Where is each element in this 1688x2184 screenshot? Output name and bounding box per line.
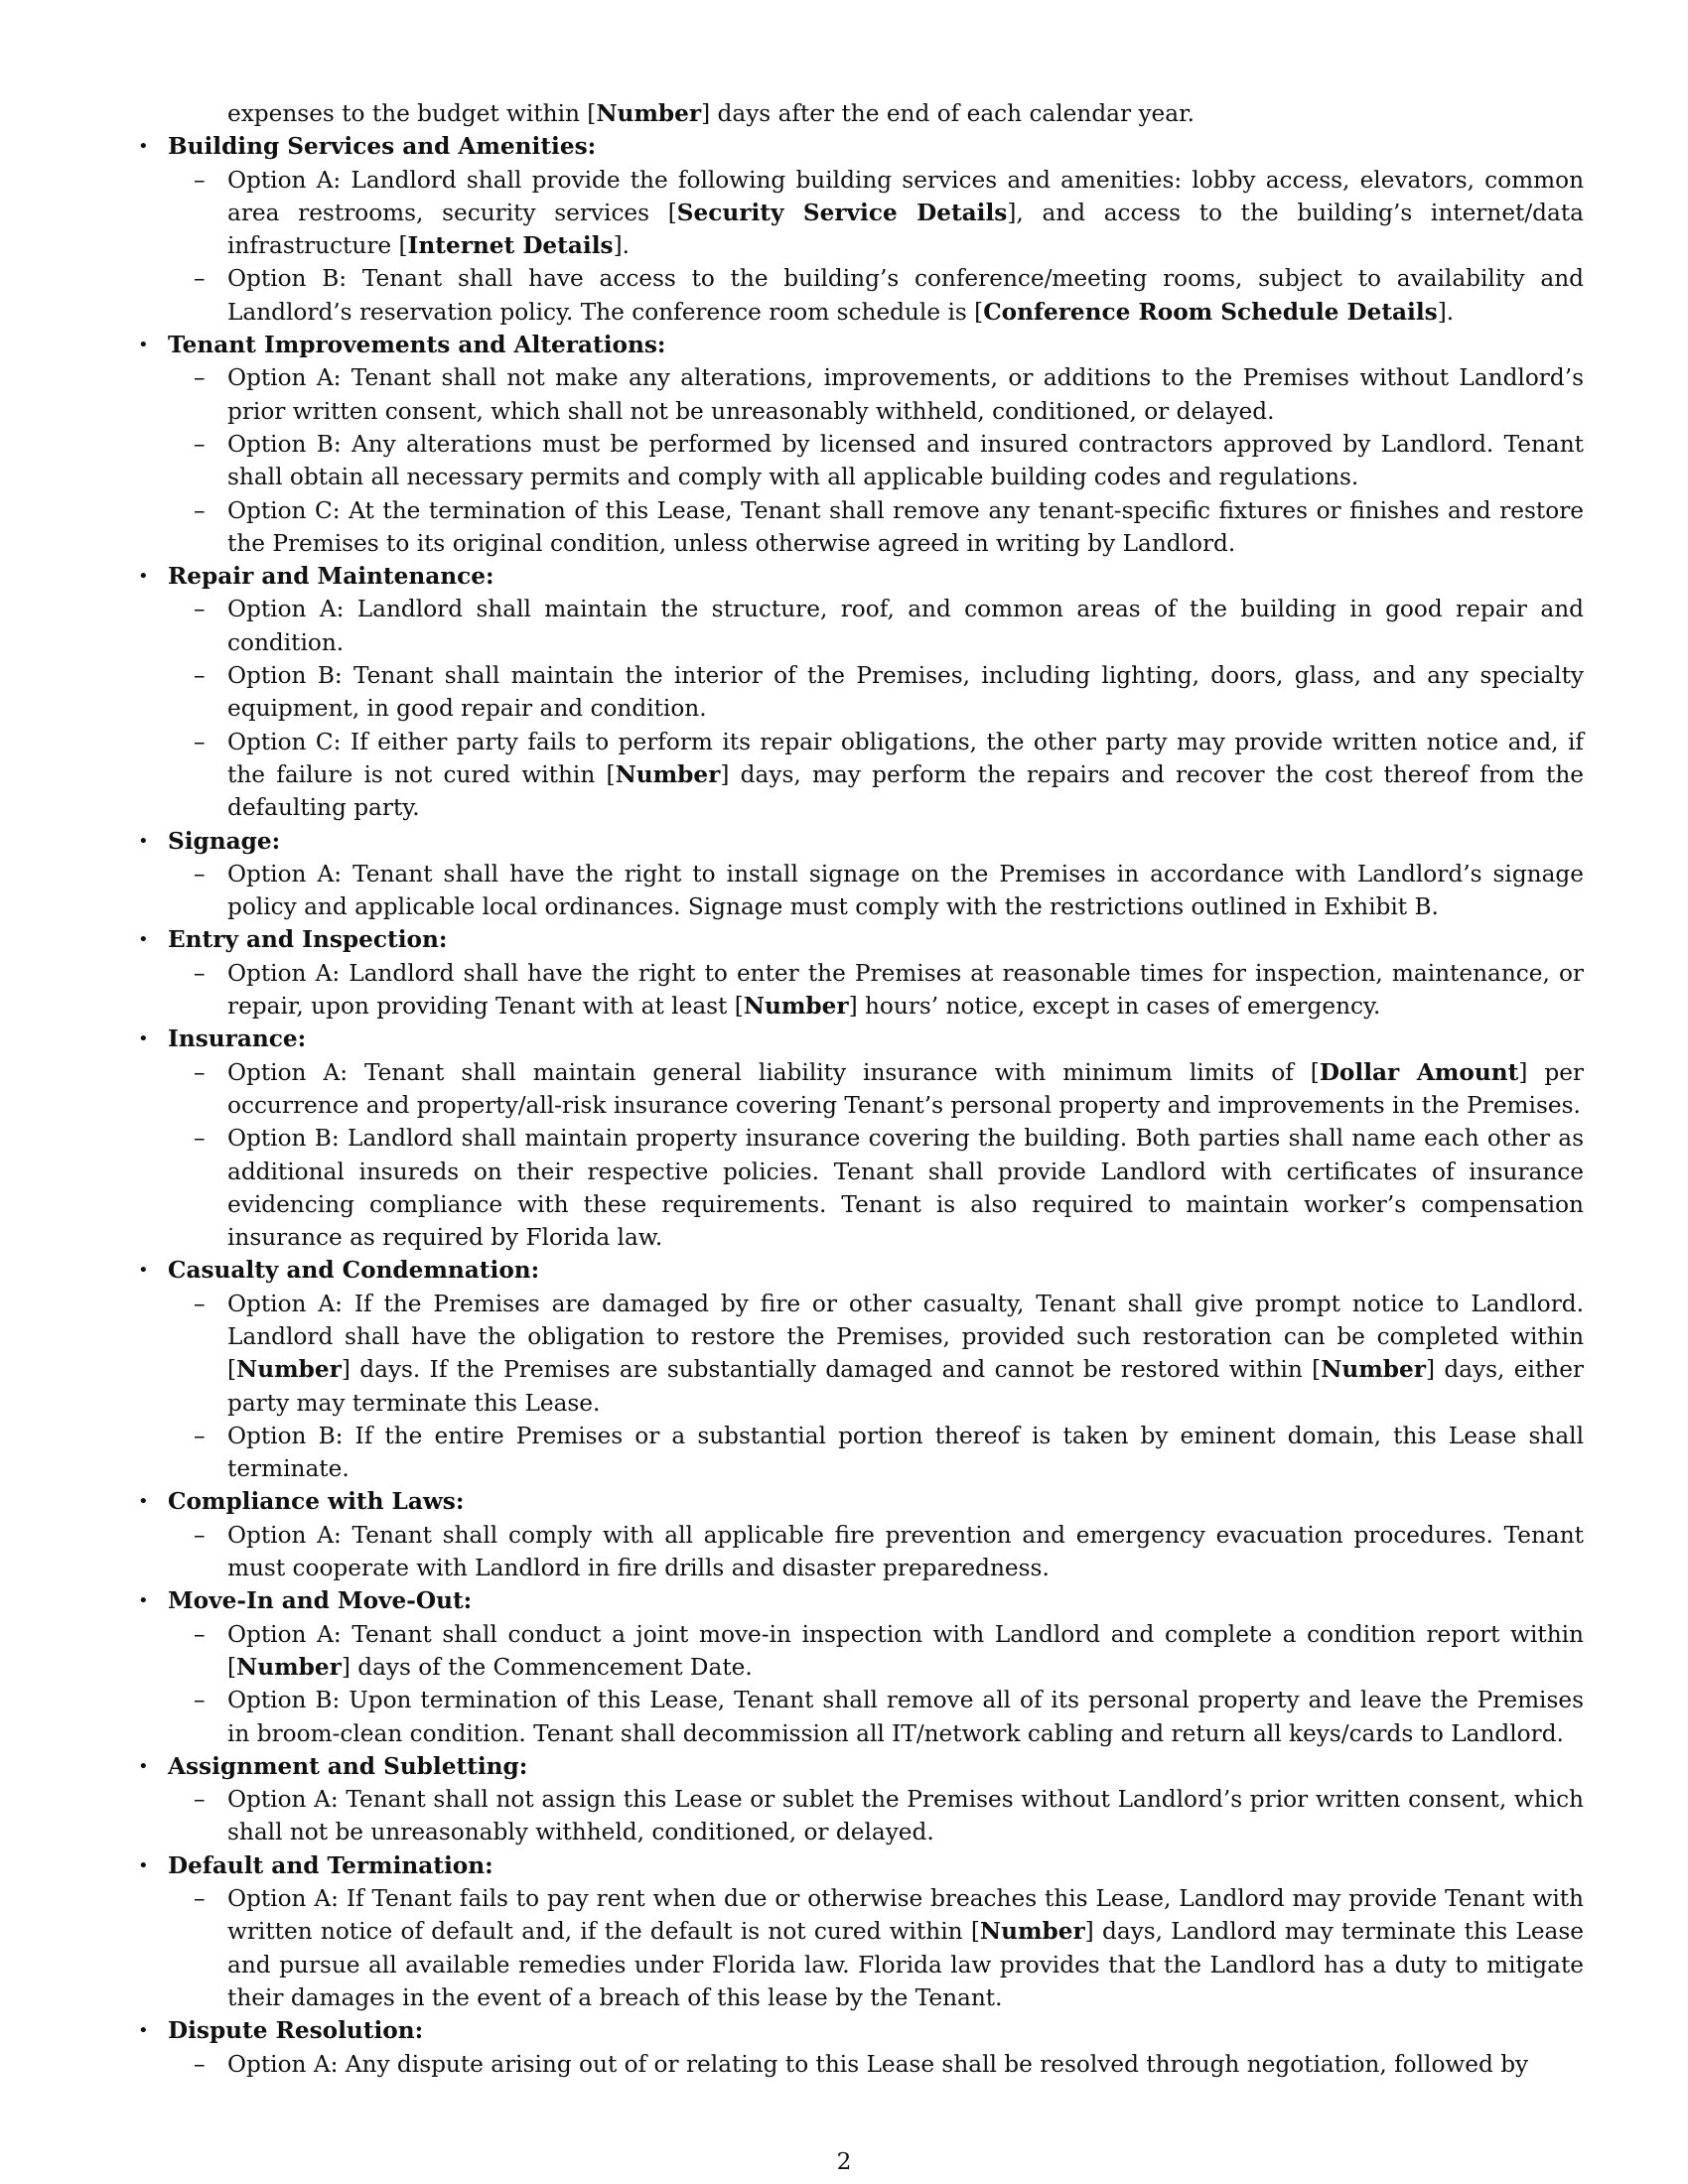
section <box>136 1485 1584 1584</box>
placeholder-field: Number <box>979 1918 1085 1946</box>
dash-icon: – <box>194 1422 206 1449</box>
intro-bracket-open: [ <box>587 100 597 127</box>
bullet-icon: • <box>138 1491 149 1513</box>
option-item <box>168 593 1584 659</box>
section <box>136 923 1584 1023</box>
option-text: ]. <box>1437 298 1455 326</box>
option-item <box>168 428 1584 494</box>
section-heading: Entry and Inspection: <box>168 926 448 954</box>
dash-icon: – <box>194 662 206 690</box>
dash-icon: – <box>194 1058 206 1086</box>
dash-icon: – <box>194 596 206 623</box>
bullet-icon: • <box>138 566 149 588</box>
dash-icon: – <box>194 728 206 755</box>
option-text: Option A: Landlord shall maintain the structure, roof, and common areas of the building in good repair and condition. <box>227 596 1584 656</box>
dash-icon: – <box>194 1786 206 1814</box>
intro-placeholder: Number <box>596 100 702 127</box>
section <box>136 1023 1584 1254</box>
section-heading: Compliance with Laws: <box>168 1488 465 1516</box>
dash-icon: – <box>194 166 206 194</box>
option-text: Option A: Landlord shall provide the following building services and amenities: lobby access, elevators, common area restrooms, security services [ <box>227 166 1584 226</box>
option-item <box>168 957 1584 1024</box>
bullet-icon: • <box>138 335 149 356</box>
section-heading: Default and Termination: <box>168 1851 493 1879</box>
option-text: Option A: Landlord shall have the right to enter the Premises at reasonable times for inspection, maintenance, or repair, upon providing Tenant with at least [ <box>227 959 1584 1021</box>
option-text: Option A: Tenant shall maintain general liability insurance with minimum limits of [ <box>227 1058 1320 1086</box>
section <box>136 1849 1584 2014</box>
option-text: Option B: Landlord shall maintain property insurance covering the building. Both parties shall name each other as additional insureds on their respective policies. Tenant shall provide Landlord with certificates of insurance evidencing compliance with these requirements. Tenant is also required to maintain worker’s compensation insurance as required by Florida law. <box>227 1125 1584 1252</box>
dash-icon: – <box>194 496 206 524</box>
option-item <box>168 1420 1584 1486</box>
option-text: Option B: Tenant shall have access to the building’s conference/meeting rooms, subject to availability and Landlord’s reservation policy. The conference room schedule is [ <box>227 265 1584 326</box>
intro-text-after: days after the end of each calendar year. <box>710 100 1196 127</box>
bullet-icon: • <box>138 830 149 852</box>
placeholder-field: Security Service Details <box>676 199 1008 226</box>
dash-icon: – <box>194 1885 206 1913</box>
option-text: Option B: If the entire Premises or a substantial portion thereof is taken by eminent domain, this Lease shall terminate. <box>227 1422 1584 1483</box>
section <box>136 2014 1584 2081</box>
option-text: Option B: Upon termination of this Lease, Tenant shall remove all of its personal property and leave the Premises in broom-clean condition. Tenant shall decommission all IT/network cabling and return all keys/cards to Landlord. <box>227 1687 1584 1747</box>
option-text: ]. <box>613 232 631 260</box>
option-text: Option C: If either party fails to perform its repair obligations, the other party may provide written notice and, if the failure is not cured within [ <box>227 728 1584 788</box>
option-item <box>168 1783 1584 1849</box>
option-item <box>168 1618 1584 1685</box>
document-body <box>136 97 1584 2081</box>
dash-icon: – <box>194 1290 206 1317</box>
dash-icon: – <box>194 1521 206 1549</box>
option-item <box>168 1056 1584 1123</box>
option-text: ] per occurrence and property/all-risk insurance covering Tenant’s personal property and improvements in the Premises. <box>227 1058 1585 1119</box>
section-heading: Insurance: <box>168 1025 307 1053</box>
option-text: ] days. If the Premises are substantially damaged and cannot be restored within [ <box>341 1356 1322 1384</box>
option-text: Option A: Tenant shall have the right to install signage on the Premises in accordance with Landlord’s signage policy and applicable local ordinances. Signage must comply with the restrictions outlined in Exhibit B. <box>227 860 1584 921</box>
option-text: ] days, Landlord may terminate this Lease and pursue all available remedies under Florida law. Florida law provides that the Landlord has a duty to mitigate their damages in the event of a breach of this lease by the Tenant. <box>227 1918 1584 2011</box>
section <box>136 825 1584 924</box>
option-text: Option B: Tenant shall maintain the interior of the Premises, including lighting, doors, glass, and any specialty equipment, in good repair and condition. <box>227 662 1584 723</box>
section-heading: Move-In and Move-Out: <box>168 1587 473 1615</box>
section-heading: Repair and Maintenance: <box>168 563 494 591</box>
dash-icon: – <box>194 2050 206 2078</box>
section-heading: Assignment and Subletting: <box>168 1752 528 1780</box>
option-text: ], and access to the building’s internet/data infrastructure [ <box>227 199 1584 260</box>
option-text: ] days, either party may terminate this Lease. <box>227 1356 1585 1417</box>
option-text: Option A: Tenant shall comply with all applicable fire prevention and emergency evacuation procedures. Tenant must cooperate with Landlord in fire drills and disaster preparedness. <box>227 1521 1584 1582</box>
option-text: Option A: Any dispute arising out of or relating to this Lease shall be resolved through negotiation, followed by <box>227 2050 1529 2078</box>
dash-icon: – <box>194 1687 206 1714</box>
intro-bracket-close: ] <box>701 100 711 127</box>
bullet-icon: • <box>138 2020 149 2042</box>
bullet-icon: • <box>138 1755 149 1777</box>
option-item <box>168 164 1584 263</box>
dash-icon: – <box>194 860 206 887</box>
dash-icon: – <box>194 1125 206 1153</box>
section-heading: Dispute Resolution: <box>168 2017 424 2045</box>
section-heading: Signage: <box>168 827 281 855</box>
intro-text-before: expenses to the budget within <box>227 100 588 127</box>
option-text: Option A: If Tenant fails to pay rent when due or otherwise breaches this Lease, Landlord may provide Tenant with written notice of default and, if the default is not cured within [ <box>227 1885 1584 1946</box>
option-text: Option A: If the Premises are damaged by fire or other casualty, Tenant shall give prompt notice to Landlord. Landlord shall have the obligation to restore the Premises, provided such restoration can be completed within [ <box>227 1290 1584 1384</box>
placeholder-field: Number <box>236 1356 342 1384</box>
option-item <box>168 858 1584 924</box>
dash-icon: – <box>194 1620 206 1648</box>
dash-icon: – <box>194 959 206 987</box>
section <box>136 329 1584 560</box>
section <box>136 1254 1584 1485</box>
option-item <box>168 726 1584 825</box>
option-item <box>168 1519 1584 1585</box>
section-heading: Building Services and Amenities: <box>168 133 597 161</box>
placeholder-field: Number <box>1321 1356 1426 1384</box>
option-text: ] hours’ notice, except in cases of emergency. <box>848 993 1381 1021</box>
option-item <box>168 1122 1584 1254</box>
option-item <box>168 659 1584 726</box>
option-text: Option B: Any alterations must be performed by licensed and insured contractors approved by Landlord. Tenant shall obtain all necessary permits and comply with all applicable building codes and regulations. <box>227 430 1584 491</box>
option-text: ] days of the Commencement Date. <box>341 1653 753 1681</box>
option-item <box>168 2048 1584 2081</box>
option-item <box>168 262 1584 329</box>
placeholder-field: Number <box>236 1653 342 1681</box>
bullet-icon: • <box>138 1028 149 1050</box>
option-item <box>168 1684 1584 1750</box>
section <box>136 130 1584 329</box>
dash-icon: – <box>194 364 206 392</box>
dash-icon: – <box>194 430 206 458</box>
placeholder-field: Number <box>615 760 721 788</box>
page-number: 2 <box>836 2148 852 2175</box>
option-text: Option C: At the termination of this Lease, Tenant shall remove any tenant-specific fixtures or finishes and restore the Premises to its original condition, unless otherwise agreed in writing by Landlord. <box>227 496 1584 557</box>
option-item <box>168 1882 1584 2014</box>
option-text: Option A: Tenant shall not assign this Lease or sublet the Premises without Landlord’s prior written consent, which shall not be unreasonably withheld, conditioned, or delayed. <box>227 1786 1584 1846</box>
option-text: Option A: Tenant shall conduct a joint move-in inspection with Landlord and complete a condition report within [ <box>227 1620 1584 1681</box>
placeholder-field: Dollar Amount <box>1319 1058 1519 1086</box>
bullet-icon: • <box>138 1854 149 1876</box>
bullet-icon: • <box>138 1260 149 1282</box>
bullet-icon: • <box>138 1590 149 1612</box>
option-text: ] days, may perform the repairs and recover the cost thereof from the defaulting party. <box>227 760 1584 822</box>
section <box>136 1584 1584 1749</box>
placeholder-field: Number <box>743 993 849 1021</box>
option-text: Option A: Tenant shall not make any alterations, improvements, or additions to the Premises without Landlord’s prior written consent, which shall not be unreasonably withheld, conditioned, or delayed. <box>227 364 1584 425</box>
section-heading: Tenant Improvements and Alterations: <box>168 332 666 359</box>
option-item <box>168 494 1584 561</box>
section <box>136 560 1584 824</box>
section <box>136 1750 1584 1849</box>
bullet-icon: • <box>138 136 149 158</box>
dash-icon: – <box>194 265 206 293</box>
continued-paragraph <box>227 97 1584 130</box>
option-item <box>168 1288 1584 1420</box>
placeholder-field: Conference Room Schedule Details <box>983 298 1438 326</box>
section-list <box>136 130 1584 2081</box>
placeholder-field: Internet Details <box>407 232 614 260</box>
section-heading: Casualty and Condemnation: <box>168 1257 540 1285</box>
bullet-icon: • <box>138 929 149 951</box>
option-item <box>168 361 1584 428</box>
